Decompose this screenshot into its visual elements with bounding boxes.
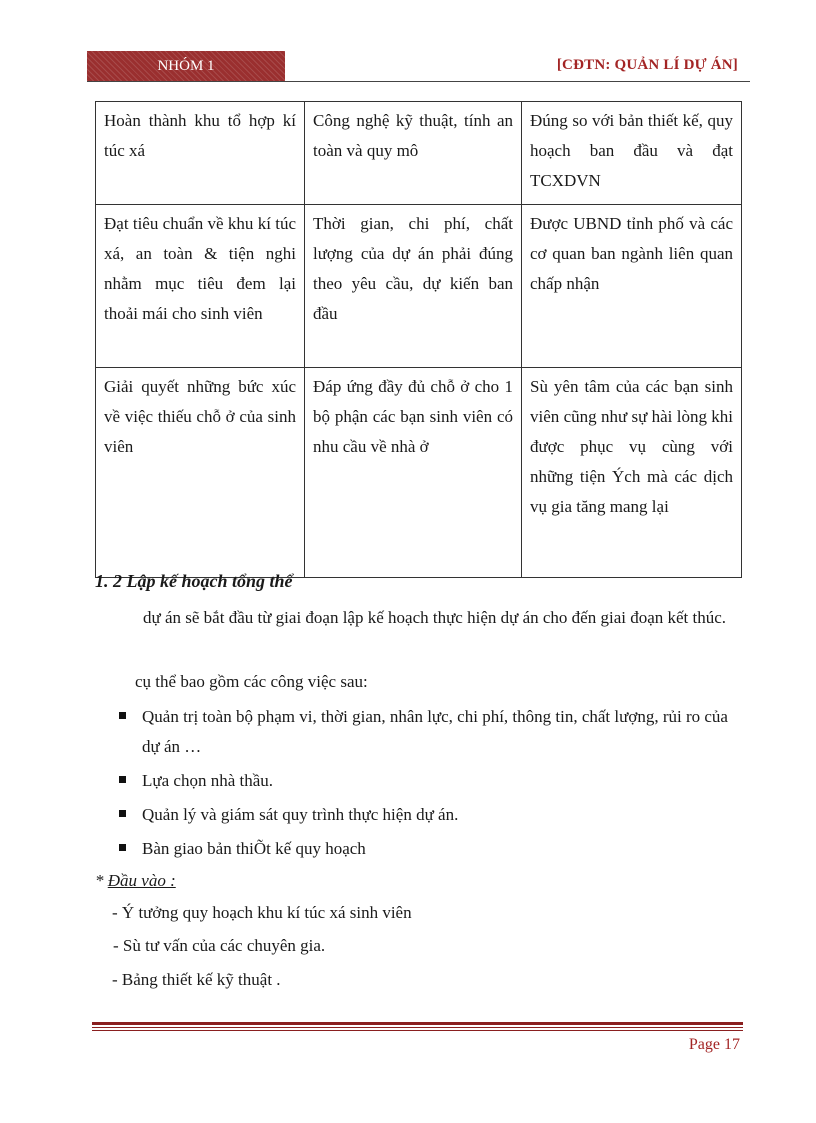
table-row <box>96 205 742 368</box>
section-heading: 1. 2 Lập kế hoạch tổng thể <box>95 571 293 591</box>
square-bullet-icon <box>119 844 126 851</box>
square-bullet-icon <box>119 776 126 783</box>
list-item: Quản trị toàn bộ phạm vi, thời gian, nhân lực, chi phí, thông tin, chất lượng, rủi ro của dự án … <box>95 702 741 762</box>
table-cell: Đáp ứng đầy đủ chỗ ở cho 1 bộ phận các bạn sinh viên có nhu cầu về nhà ở <box>305 368 522 578</box>
square-bullet-icon <box>119 810 126 817</box>
footer-rule-thin <box>92 1027 743 1028</box>
document-title: [CĐTN: QUẢN LÍ DỰ ÁN] <box>556 57 738 73</box>
input-item: - Ý tưởng quy hoạch khu kí túc xá sinh viên <box>112 903 412 922</box>
intro-paragraph: dự án sẽ bắt đầu từ giai đoạn lập kế hoạch thực hiện dự án cho đến giai đoạn kết thúc. <box>143 608 727 627</box>
list-item: Lựa chọn nhà thầu. <box>95 766 741 796</box>
table-cell: Hoàn thành khu tổ hợp kí túc xá <box>96 102 305 205</box>
input-item: - Sù tư vấn của các chuyên gia. <box>113 936 326 955</box>
requirements-table <box>95 101 742 578</box>
list-item: Bàn giao bản thiÕt kế quy hoạch <box>95 834 741 864</box>
table-cell: Thời gian, chi phí, chất lượng của dự án phải đúng theo yêu cầu, dự kiến ban đầu <box>305 205 522 368</box>
table-cell: Sù yên tâm của các bạn sinh viên cũng như sự hài lòng khi được phục vụ cùng với những tiện Ých mà các dịch vụ gia tăng mang lại <box>522 368 742 578</box>
table-cell: Công nghệ kỹ thuật, tính an toàn và quy mô <box>305 102 522 205</box>
table-cell: Giải quyết những bức xúc về việc thiếu chỗ ở của sinh viên <box>96 368 305 578</box>
table-cell: Đạt tiêu chuẩn về khu kí túc xá, an toàn & tiện nghi nhằm mục tiêu đem lại thoải mái cho sinh viên <box>96 205 305 368</box>
tasks-intro: cụ thể bao gồm các công việc sau: <box>135 672 368 691</box>
square-bullet-icon <box>119 712 126 719</box>
footer-rule-thin <box>92 1030 743 1031</box>
footer-rule-thick <box>92 1022 743 1025</box>
group-label-band <box>87 51 285 81</box>
group-label: NHÓM 1 <box>157 58 215 74</box>
table-cell: Đúng so với bản thiết kế, quy hoạch ban đầu và đạt TCXDVN <box>522 102 742 205</box>
page-number: Page 17 <box>688 1036 740 1053</box>
input-item: - Bảng thiết kế kỹ thuật . <box>112 970 281 989</box>
table-cell: Được UBND tỉnh phố và các cơ quan ban ngành liên quan chấp nhận <box>522 205 742 368</box>
header-divider <box>87 81 750 82</box>
table-row <box>96 368 742 578</box>
table-row <box>96 102 742 205</box>
list-item: Quản lý và giám sát quy trình thực hiện dự án. <box>95 800 741 830</box>
inputs-label: * Đầu vào : <box>95 871 176 890</box>
task-list <box>95 702 741 868</box>
